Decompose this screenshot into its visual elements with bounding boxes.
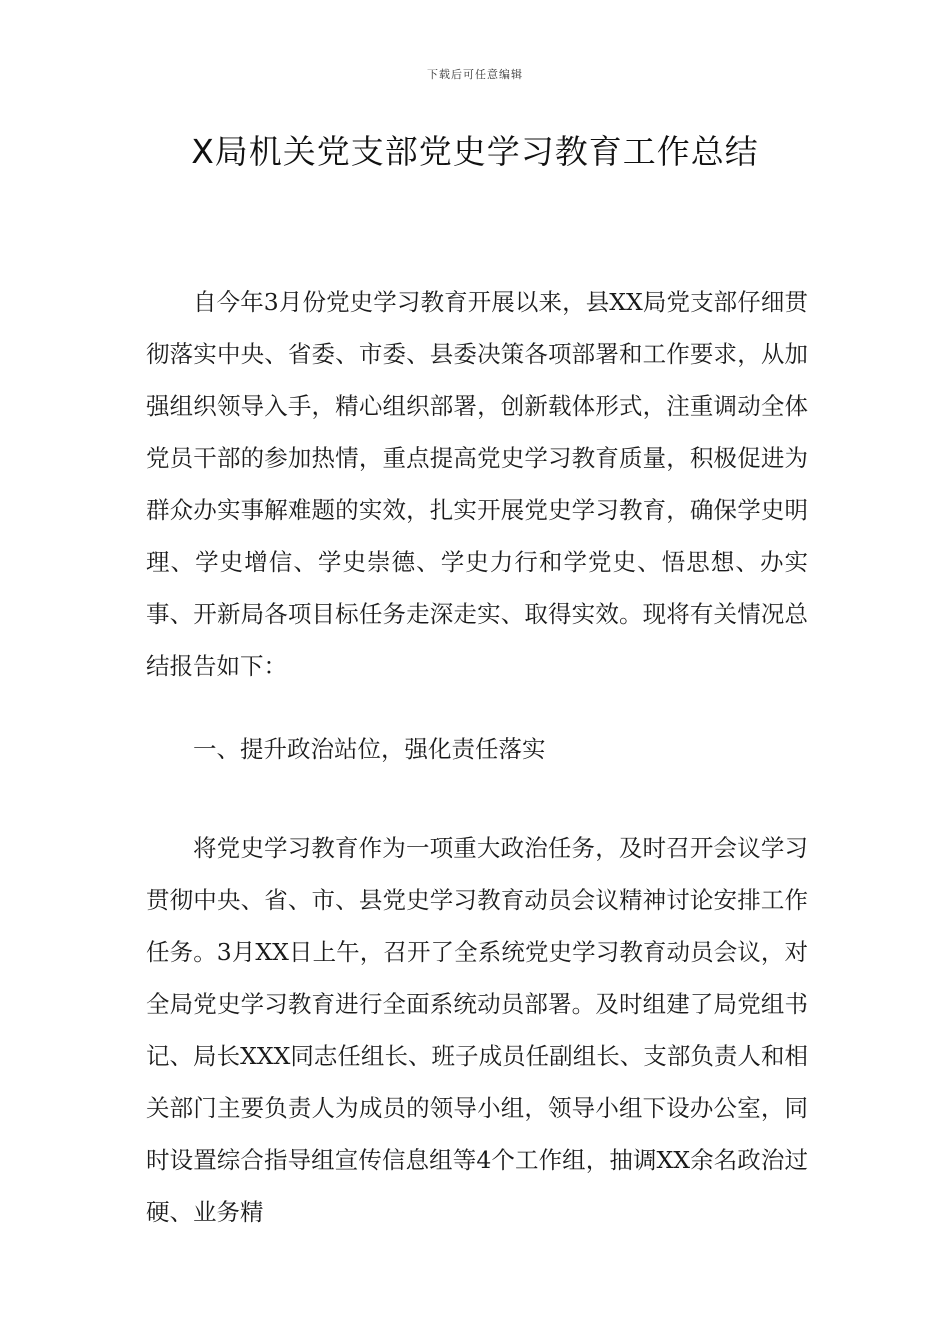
intro-paragraph: 自今年3月份党史学习教育开展以来，县XX局党支部仔细贯彻落实中央、省委、市委、县委决策各项部署和工作要求，从加强组织领导入手，精心组织部署，创新载体形式，注重调动全体党员干部的参加热情，重点提高党史学习教育质量，积极促进为群众办实事解难题的实效，扎实开展党史学习教育，确保学史明理、学史增信、学史崇德、学史力行和学党史、悟思想、办实事、开新局各项目标任务走深走实、取得实效。现将有关情况总结报告如下： bbox=[146, 288, 808, 680]
header-note: 下载后可任意编辑 bbox=[427, 68, 523, 81]
section-body-paragraph: 将党史学习教育作为一项重大政治任务，及时召开会议学习贯彻中央、省、市、县党史学习教育动员会议精神讨论安排工作任务。3月XX日上午，召开了全系统党史学习教育动员会议，对全局党史学习教育进行全面系统动员部署。及时组建了局党组书记、局长XXX同志任组长、班子成员任副组长、支部负责人和相关部门主要负责人为成员的领导小组，领导小组下设办公室，同时设置综合指导组宣传信息组等4个工作组，抽调XX余名政治过硬、业务精 bbox=[146, 834, 808, 1226]
section-heading: 一、提升政治站位，强化责任落实 bbox=[193, 735, 546, 763]
page-title: X局机关党支部党史学习教育工作总结 bbox=[191, 132, 759, 171]
